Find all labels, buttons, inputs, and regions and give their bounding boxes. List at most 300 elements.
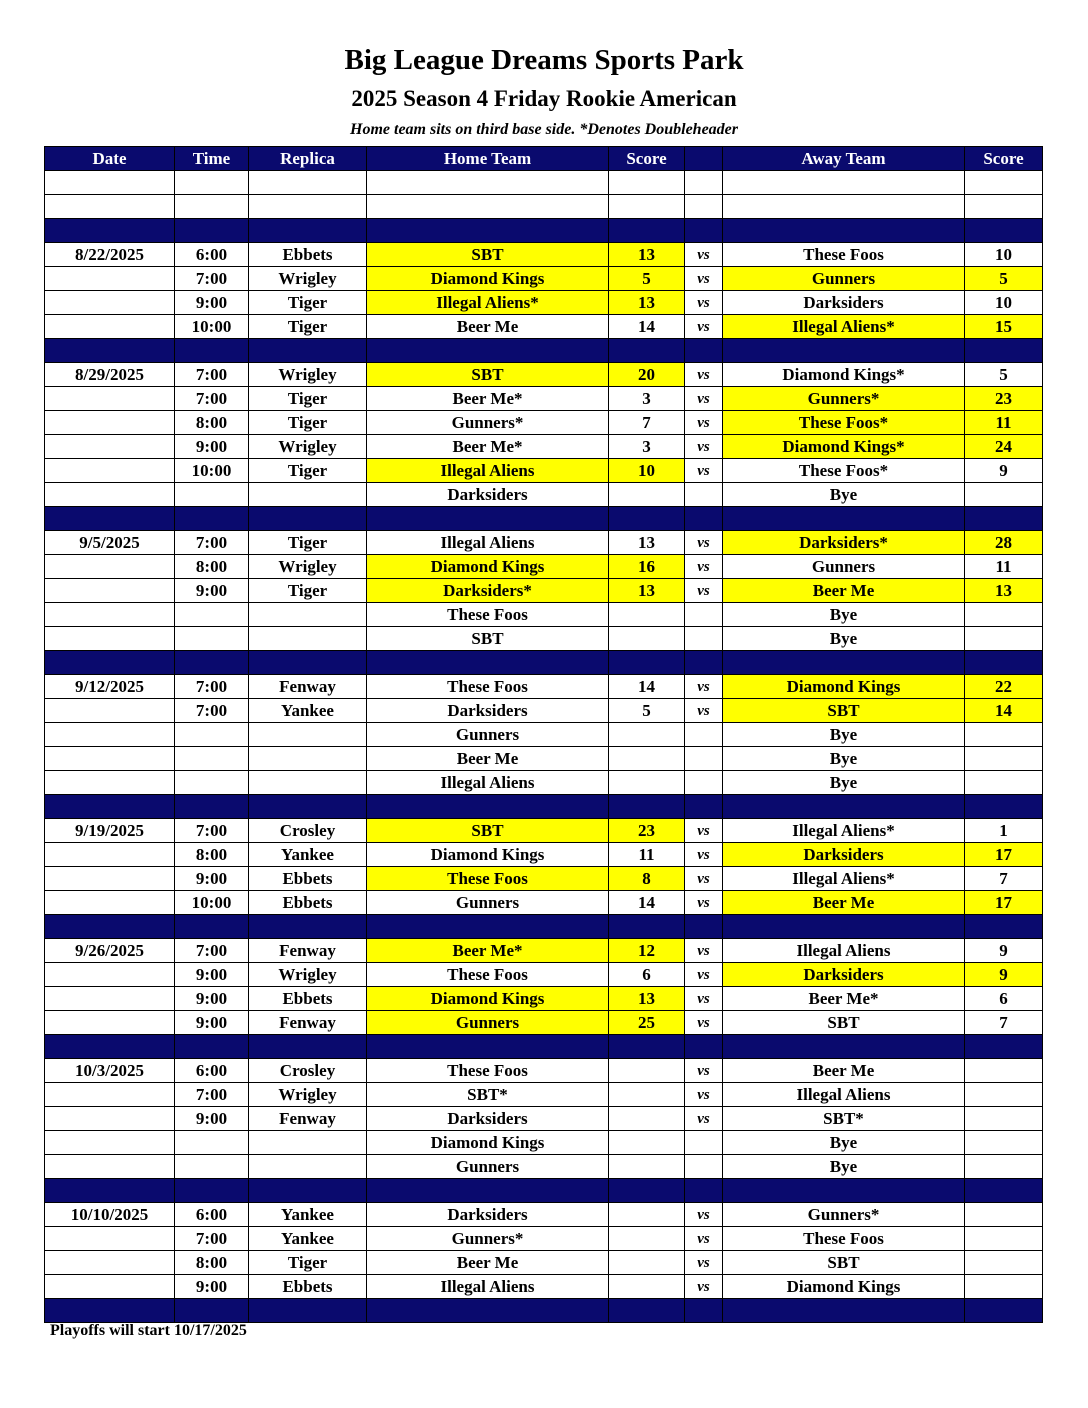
- table-row: [45, 963, 1043, 987]
- home-team-cell: Gunners: [367, 1155, 609, 1179]
- separator-row: [45, 1179, 1043, 1203]
- vs-cell: [685, 1131, 723, 1155]
- away-score-cell: [965, 747, 1043, 771]
- home-team-cell: Darksiders: [367, 483, 609, 507]
- date-cell: [45, 1035, 175, 1059]
- vs-cell: [685, 171, 723, 195]
- vs-cell: [685, 723, 723, 747]
- away-score-cell: 9: [965, 963, 1043, 987]
- replica-cell: Wrigley: [249, 363, 367, 387]
- vs-cell: vs: [685, 243, 723, 267]
- table-row: [45, 819, 1043, 843]
- vs-cell: vs: [685, 1227, 723, 1251]
- home-score-cell: [609, 651, 685, 675]
- home-team-cell: Diamond Kings: [367, 987, 609, 1011]
- replica-cell: [249, 771, 367, 795]
- time-cell: [175, 171, 249, 195]
- away-team-cell: [723, 1299, 965, 1323]
- home-score-cell: [609, 1275, 685, 1299]
- home-team-cell: Beer Me*: [367, 387, 609, 411]
- away-team-cell: [723, 795, 965, 819]
- vs-cell: [685, 627, 723, 651]
- vs-cell: [685, 1035, 723, 1059]
- time-cell: 9:00: [175, 987, 249, 1011]
- home-score-cell: [609, 339, 685, 363]
- table-row: [45, 411, 1043, 435]
- time-cell: 6:00: [175, 1059, 249, 1083]
- table-row: [45, 435, 1043, 459]
- table-row: [45, 1107, 1043, 1131]
- table-row: [45, 939, 1043, 963]
- vs-cell: vs: [685, 1251, 723, 1275]
- time-cell: 8:00: [175, 1251, 249, 1275]
- away-team-cell: Illegal Aliens*: [723, 867, 965, 891]
- schedule-body: [45, 171, 1043, 1323]
- time-cell: 7:00: [175, 675, 249, 699]
- home-score-cell: 16: [609, 555, 685, 579]
- time-cell: 7:00: [175, 267, 249, 291]
- date-cell: [45, 867, 175, 891]
- replica-cell: [249, 171, 367, 195]
- away-team-cell: Diamond Kings: [723, 675, 965, 699]
- replica-cell: Ebbets: [249, 891, 367, 915]
- home-score-cell: 25: [609, 1011, 685, 1035]
- home-team-cell: Illegal Aliens: [367, 1275, 609, 1299]
- date-cell: [45, 315, 175, 339]
- home-score-cell: [609, 627, 685, 651]
- time-cell: 10:00: [175, 459, 249, 483]
- away-score-cell: 24: [965, 435, 1043, 459]
- home-team-cell: These Foos: [367, 963, 609, 987]
- date-cell: [45, 291, 175, 315]
- home-score-cell: [609, 795, 685, 819]
- away-score-cell: 17: [965, 891, 1043, 915]
- time-cell: [175, 771, 249, 795]
- away-score-cell: [965, 1251, 1043, 1275]
- replica-cell: Fenway: [249, 939, 367, 963]
- away-team-cell: [723, 507, 965, 531]
- home-team-cell: Beer Me*: [367, 435, 609, 459]
- replica-cell: Fenway: [249, 1107, 367, 1131]
- home-score-cell: 7: [609, 411, 685, 435]
- vs-cell: vs: [685, 579, 723, 603]
- date-cell: [45, 219, 175, 243]
- away-score-cell: [965, 723, 1043, 747]
- home-score-cell: [609, 723, 685, 747]
- vs-cell: [685, 339, 723, 363]
- date-cell: [45, 195, 175, 219]
- away-score-cell: [965, 1227, 1043, 1251]
- time-cell: 8:00: [175, 843, 249, 867]
- date-cell: 8/29/2025: [45, 363, 175, 387]
- date-cell: [45, 1131, 175, 1155]
- away-score-cell: 9: [965, 459, 1043, 483]
- away-score-cell: 10: [965, 291, 1043, 315]
- replica-cell: Crosley: [249, 819, 367, 843]
- home-team-cell: Gunners*: [367, 1227, 609, 1251]
- away-score-cell: [965, 483, 1043, 507]
- table-row: [45, 291, 1043, 315]
- table-row: [45, 1203, 1043, 1227]
- vs-cell: vs: [685, 675, 723, 699]
- table-row: [45, 1155, 1043, 1179]
- col-time: Time: [175, 147, 249, 171]
- home-team-cell: Beer Me: [367, 747, 609, 771]
- time-cell: [175, 723, 249, 747]
- time-cell: 10:00: [175, 891, 249, 915]
- replica-cell: [249, 219, 367, 243]
- home-team-cell: Darksiders: [367, 699, 609, 723]
- date-cell: [45, 267, 175, 291]
- table-row: [45, 723, 1043, 747]
- home-score-cell: 3: [609, 387, 685, 411]
- home-score-cell: [609, 1059, 685, 1083]
- away-score-cell: [965, 219, 1043, 243]
- away-score-cell: 23: [965, 387, 1043, 411]
- away-score-cell: 10: [965, 243, 1043, 267]
- replica-cell: [249, 507, 367, 531]
- home-team-cell: These Foos: [367, 867, 609, 891]
- vs-cell: [685, 771, 723, 795]
- home-score-cell: [609, 1203, 685, 1227]
- away-team-cell: Bye: [723, 1131, 965, 1155]
- vs-cell: vs: [685, 531, 723, 555]
- home-team-cell: SBT: [367, 819, 609, 843]
- home-team-cell: [367, 219, 609, 243]
- time-cell: [175, 507, 249, 531]
- away-score-cell: [965, 1083, 1043, 1107]
- vs-cell: vs: [685, 363, 723, 387]
- replica-cell: Tiger: [249, 315, 367, 339]
- away-team-cell: Darksiders: [723, 291, 965, 315]
- away-score-cell: [965, 795, 1043, 819]
- table-row: [45, 771, 1043, 795]
- home-score-cell: 5: [609, 267, 685, 291]
- vs-cell: [685, 795, 723, 819]
- home-team-cell: SBT*: [367, 1083, 609, 1107]
- date-cell: [45, 1299, 175, 1323]
- date-cell: [45, 459, 175, 483]
- time-cell: [175, 747, 249, 771]
- away-score-cell: 9: [965, 939, 1043, 963]
- table-row: [45, 363, 1043, 387]
- time-cell: [175, 1155, 249, 1179]
- date-cell: [45, 723, 175, 747]
- time-cell: 9:00: [175, 291, 249, 315]
- home-score-cell: 11: [609, 843, 685, 867]
- col-date: Date: [45, 147, 175, 171]
- vs-cell: vs: [685, 291, 723, 315]
- away-score-cell: [965, 1131, 1043, 1155]
- away-team-cell: SBT: [723, 1011, 965, 1035]
- home-score-cell: [609, 747, 685, 771]
- date-cell: [45, 699, 175, 723]
- away-team-cell: Bye: [723, 723, 965, 747]
- table-row: [45, 387, 1043, 411]
- away-team-cell: Illegal Aliens*: [723, 819, 965, 843]
- date-cell: [45, 411, 175, 435]
- home-team-cell: Beer Me*: [367, 939, 609, 963]
- home-team-cell: SBT: [367, 627, 609, 651]
- footer-note: Playoffs will start 10/17/2025: [50, 1322, 247, 1339]
- vs-cell: vs: [685, 459, 723, 483]
- away-score-cell: [965, 1179, 1043, 1203]
- vs-cell: vs: [685, 1083, 723, 1107]
- away-team-cell: [723, 1179, 965, 1203]
- home-team-cell: [367, 1035, 609, 1059]
- away-team-cell: [723, 651, 965, 675]
- away-score-cell: 11: [965, 411, 1043, 435]
- replica-cell: [249, 915, 367, 939]
- away-team-cell: Diamond Kings*: [723, 435, 965, 459]
- date-cell: [45, 771, 175, 795]
- home-score-cell: [609, 603, 685, 627]
- date-cell: [45, 579, 175, 603]
- time-cell: 9:00: [175, 1275, 249, 1299]
- home-score-cell: [609, 1299, 685, 1323]
- time-cell: [175, 1299, 249, 1323]
- separator-row: [45, 219, 1043, 243]
- vs-cell: vs: [685, 1275, 723, 1299]
- away-team-cell: [723, 339, 965, 363]
- home-score-cell: [609, 1107, 685, 1131]
- vs-cell: [685, 483, 723, 507]
- replica-cell: [249, 723, 367, 747]
- away-team-cell: Bye: [723, 747, 965, 771]
- replica-cell: Tiger: [249, 531, 367, 555]
- separator-row: [45, 1035, 1043, 1059]
- replica-cell: Tiger: [249, 387, 367, 411]
- away-team-cell: [723, 1035, 965, 1059]
- replica-cell: Ebbets: [249, 867, 367, 891]
- away-score-cell: [965, 507, 1043, 531]
- table-row: [45, 699, 1043, 723]
- home-score-cell: 20: [609, 363, 685, 387]
- vs-cell: [685, 1155, 723, 1179]
- vs-cell: vs: [685, 435, 723, 459]
- vs-cell: vs: [685, 891, 723, 915]
- away-score-cell: [965, 339, 1043, 363]
- away-team-cell: [723, 915, 965, 939]
- home-score-cell: [609, 171, 685, 195]
- vs-cell: vs: [685, 1203, 723, 1227]
- date-cell: [45, 387, 175, 411]
- home-team-cell: Darksiders: [367, 1107, 609, 1131]
- away-score-cell: [965, 1275, 1043, 1299]
- away-team-cell: These Foos*: [723, 459, 965, 483]
- home-team-cell: Illegal Aliens: [367, 459, 609, 483]
- away-team-cell: Beer Me: [723, 891, 965, 915]
- home-score-cell: [609, 483, 685, 507]
- home-score-cell: 14: [609, 675, 685, 699]
- date-cell: [45, 1251, 175, 1275]
- col-away-score: Score: [965, 147, 1043, 171]
- time-cell: 8:00: [175, 411, 249, 435]
- vs-cell: vs: [685, 315, 723, 339]
- time-cell: 9:00: [175, 435, 249, 459]
- away-team-cell: [723, 219, 965, 243]
- header-row: [45, 147, 1043, 171]
- replica-cell: [249, 603, 367, 627]
- date-cell: [45, 1011, 175, 1035]
- home-score-cell: 3: [609, 435, 685, 459]
- time-cell: [175, 483, 249, 507]
- date-cell: 9/5/2025: [45, 531, 175, 555]
- away-score-cell: 11: [965, 555, 1043, 579]
- vs-cell: vs: [685, 699, 723, 723]
- away-score-cell: [965, 771, 1043, 795]
- away-score-cell: 7: [965, 1011, 1043, 1035]
- table-row: [45, 603, 1043, 627]
- table-row: [45, 267, 1043, 291]
- home-score-cell: [609, 1035, 685, 1059]
- time-cell: [175, 627, 249, 651]
- date-cell: [45, 1227, 175, 1251]
- home-team-cell: [367, 1299, 609, 1323]
- date-cell: [45, 555, 175, 579]
- home-score-cell: [609, 1179, 685, 1203]
- away-team-cell: Diamond Kings: [723, 1275, 965, 1299]
- home-team-cell: Darksiders*: [367, 579, 609, 603]
- date-cell: [45, 987, 175, 1011]
- away-score-cell: 22: [965, 675, 1043, 699]
- table-row: [45, 483, 1043, 507]
- vs-cell: vs: [685, 555, 723, 579]
- away-team-cell: Bye: [723, 603, 965, 627]
- away-score-cell: [965, 1035, 1043, 1059]
- col-away-team: Away Team: [723, 147, 965, 171]
- home-score-cell: 13: [609, 531, 685, 555]
- table-row: [45, 579, 1043, 603]
- table-row: [45, 843, 1043, 867]
- date-cell: 9/26/2025: [45, 939, 175, 963]
- home-score-cell: [609, 1155, 685, 1179]
- separator-row: [45, 1299, 1043, 1323]
- away-score-cell: 5: [965, 363, 1043, 387]
- home-score-cell: 13: [609, 987, 685, 1011]
- home-score-cell: 14: [609, 891, 685, 915]
- vs-cell: vs: [685, 1011, 723, 1035]
- replica-cell: [249, 627, 367, 651]
- date-cell: [45, 1179, 175, 1203]
- replica-cell: Yankee: [249, 843, 367, 867]
- date-cell: [45, 1083, 175, 1107]
- away-score-cell: 7: [965, 867, 1043, 891]
- replica-cell: Ebbets: [249, 1275, 367, 1299]
- home-score-cell: 13: [609, 291, 685, 315]
- away-team-cell: Beer Me: [723, 579, 965, 603]
- vs-cell: vs: [685, 411, 723, 435]
- page-title: Big League Dreams Sports Park: [344, 44, 744, 76]
- vs-cell: [685, 507, 723, 531]
- replica-cell: [249, 1179, 367, 1203]
- table-row: [45, 1275, 1043, 1299]
- home-score-cell: [609, 915, 685, 939]
- replica-cell: Tiger: [249, 1251, 367, 1275]
- home-score-cell: [609, 771, 685, 795]
- home-team-cell: These Foos: [367, 603, 609, 627]
- table-row: [45, 891, 1043, 915]
- time-cell: 9:00: [175, 1011, 249, 1035]
- time-cell: [175, 339, 249, 363]
- home-team-cell: Illegal Aliens*: [367, 291, 609, 315]
- replica-cell: Yankee: [249, 699, 367, 723]
- away-score-cell: [965, 603, 1043, 627]
- vs-cell: vs: [685, 1107, 723, 1131]
- home-team-cell: Gunners*: [367, 411, 609, 435]
- time-cell: 7:00: [175, 363, 249, 387]
- table-row: [45, 1011, 1043, 1035]
- table-row: [45, 1251, 1043, 1275]
- date-cell: [45, 627, 175, 651]
- home-score-cell: 23: [609, 819, 685, 843]
- table-row: [45, 1131, 1043, 1155]
- home-team-cell: These Foos: [367, 675, 609, 699]
- separator-row: [45, 339, 1043, 363]
- date-cell: 8/22/2025: [45, 243, 175, 267]
- time-cell: 7:00: [175, 699, 249, 723]
- away-team-cell: Illegal Aliens: [723, 1083, 965, 1107]
- away-score-cell: 1: [965, 819, 1043, 843]
- home-team-cell: Illegal Aliens: [367, 531, 609, 555]
- col-home-team: Home Team: [367, 147, 609, 171]
- table-row: [45, 531, 1043, 555]
- home-team-cell: [367, 651, 609, 675]
- vs-cell: vs: [685, 939, 723, 963]
- date-cell: [45, 963, 175, 987]
- away-team-cell: Gunners*: [723, 387, 965, 411]
- vs-cell: [685, 603, 723, 627]
- away-score-cell: [965, 1299, 1043, 1323]
- home-team-cell: Beer Me: [367, 315, 609, 339]
- table-row: [45, 867, 1043, 891]
- table-row: [45, 747, 1043, 771]
- away-team-cell: Bye: [723, 627, 965, 651]
- time-cell: 6:00: [175, 243, 249, 267]
- home-score-cell: 13: [609, 243, 685, 267]
- date-cell: [45, 507, 175, 531]
- replica-cell: [249, 1155, 367, 1179]
- table-row: [45, 1083, 1043, 1107]
- separator-row: [45, 507, 1043, 531]
- away-team-cell: Beer Me*: [723, 987, 965, 1011]
- away-team-cell: SBT: [723, 699, 965, 723]
- home-team-cell: Illegal Aliens: [367, 771, 609, 795]
- away-team-cell: Gunners: [723, 555, 965, 579]
- home-score-cell: 6: [609, 963, 685, 987]
- date-cell: [45, 1107, 175, 1131]
- time-cell: [175, 219, 249, 243]
- home-team-cell: [367, 915, 609, 939]
- vs-cell: vs: [685, 819, 723, 843]
- time-cell: 6:00: [175, 1203, 249, 1227]
- replica-cell: Ebbets: [249, 987, 367, 1011]
- away-team-cell: Bye: [723, 483, 965, 507]
- blank-row: [45, 195, 1043, 219]
- time-cell: [175, 1035, 249, 1059]
- replica-cell: [249, 795, 367, 819]
- away-score-cell: [965, 1059, 1043, 1083]
- date-cell: [45, 435, 175, 459]
- date-cell: [45, 483, 175, 507]
- time-cell: 7:00: [175, 387, 249, 411]
- date-cell: [45, 795, 175, 819]
- date-cell: [45, 651, 175, 675]
- vs-cell: vs: [685, 963, 723, 987]
- table-row: [45, 1227, 1043, 1251]
- replica-cell: [249, 483, 367, 507]
- date-cell: 9/12/2025: [45, 675, 175, 699]
